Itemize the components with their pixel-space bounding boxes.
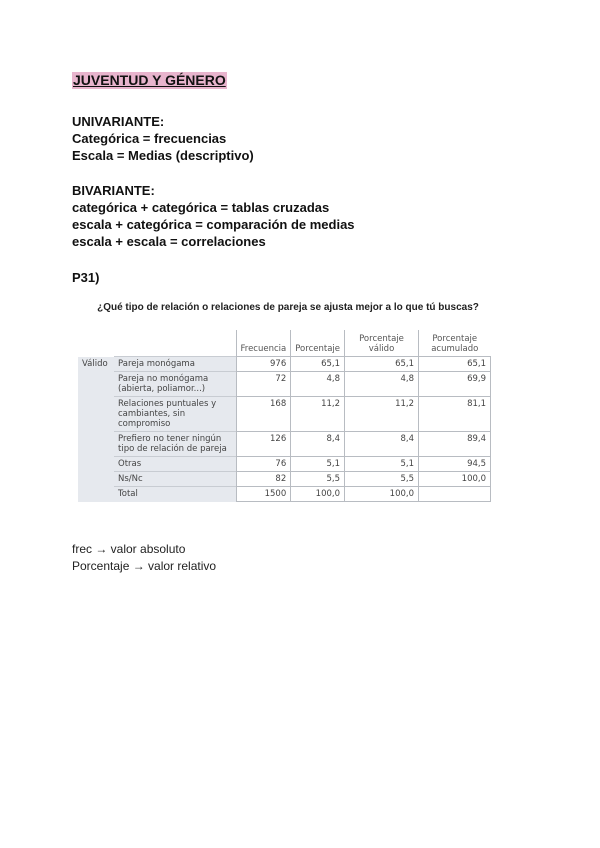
- cell-valido: 5,1: [345, 457, 419, 472]
- row-label: Relaciones puntuales y cambiantes, sin compromiso: [114, 397, 236, 432]
- cell-acumulado: 100,0: [419, 472, 491, 487]
- cell-valido: 8,4: [345, 432, 419, 457]
- cell-frecuencia: 168: [236, 397, 291, 432]
- row-label: Total: [114, 487, 236, 502]
- cell-porcentaje: 5,5: [291, 472, 345, 487]
- bivariante-line: categórica + categórica = tablas cruzadas: [72, 200, 330, 215]
- row-label: Pareja no monógama (abierta, poliamor...): [114, 372, 236, 397]
- row-label: Pareja monógama: [114, 357, 236, 372]
- group-label: Válido: [78, 357, 114, 502]
- univariante-line: Categórica = frecuencias: [72, 131, 227, 146]
- frequency-table: [78, 330, 491, 502]
- table-title: ¿Qué tipo de relación o relaciones de pareja se ajusta mejor a lo que tú buscas?: [97, 302, 479, 313]
- cell-acumulado: 81,1: [419, 397, 491, 432]
- table-row: [78, 397, 491, 432]
- univariante-line: Escala = Medias (descriptivo): [72, 148, 254, 163]
- column-header: Porcentaje: [291, 330, 345, 357]
- table-row: [78, 372, 491, 397]
- cell-frecuencia: 1500: [236, 487, 291, 502]
- notes-section: [72, 541, 216, 575]
- cell-valido: 65,1: [345, 357, 419, 372]
- cell-acumulado: 89,4: [419, 432, 491, 457]
- column-header: Frecuencia: [236, 330, 291, 357]
- column-header: Porcentaje válido: [345, 330, 419, 357]
- cell-valido: 5,5: [345, 472, 419, 487]
- cell-frecuencia: 126: [236, 432, 291, 457]
- cell-porcentaje: 100,0: [291, 487, 345, 502]
- column-header: Porcentaje acumulado: [419, 330, 491, 357]
- cell-porcentaje: 65,1: [291, 357, 345, 372]
- cell-valido: 11,2: [345, 397, 419, 432]
- cell-porcentaje: 8,4: [291, 432, 345, 457]
- row-label: Otras: [114, 457, 236, 472]
- cell-frecuencia: 976: [236, 357, 291, 372]
- cell-frecuencia: 82: [236, 472, 291, 487]
- question-label: P31): [72, 270, 100, 285]
- row-label: Prefiero no tener ningún tipo de relación de pareja: [114, 432, 236, 457]
- cell-acumulado: 65,1: [419, 357, 491, 372]
- table-row: [78, 472, 491, 487]
- table-row: [78, 432, 491, 457]
- bivariante-title: BIVARIANTE:: [72, 183, 155, 198]
- row-label: Ns/Nc: [114, 472, 236, 487]
- cell-porcentaje: 5,1: [291, 457, 345, 472]
- bivariante-line: escala + categórica = comparación de medias: [72, 217, 355, 232]
- table-row: [78, 457, 491, 472]
- table-row: [78, 487, 491, 502]
- cell-frecuencia: 72: [236, 372, 291, 397]
- univariante-title: UNIVARIANTE:: [72, 114, 165, 129]
- cell-valido: 4,8: [345, 372, 419, 397]
- cell-acumulado: 94,5: [419, 457, 491, 472]
- bivariante-section: [72, 182, 355, 250]
- note-line: frec → valor absoluto: [72, 542, 186, 556]
- cell-valido: 100,0: [345, 487, 419, 502]
- cell-acumulado: 69,9: [419, 372, 491, 397]
- bivariante-line: escala + escala = correlaciones: [72, 234, 266, 249]
- table-row: [78, 357, 491, 372]
- cell-frecuencia: 76: [236, 457, 291, 472]
- table-header-row: [78, 330, 491, 357]
- univariante-section: [72, 113, 254, 164]
- cell-porcentaje: 4,8: [291, 372, 345, 397]
- cell-acumulado: [419, 487, 491, 502]
- page-title: JUVENTUD Y GÉNERO: [73, 72, 226, 88]
- cell-porcentaje: 11,2: [291, 397, 345, 432]
- note-line: Porcentaje → valor relativo: [72, 559, 217, 573]
